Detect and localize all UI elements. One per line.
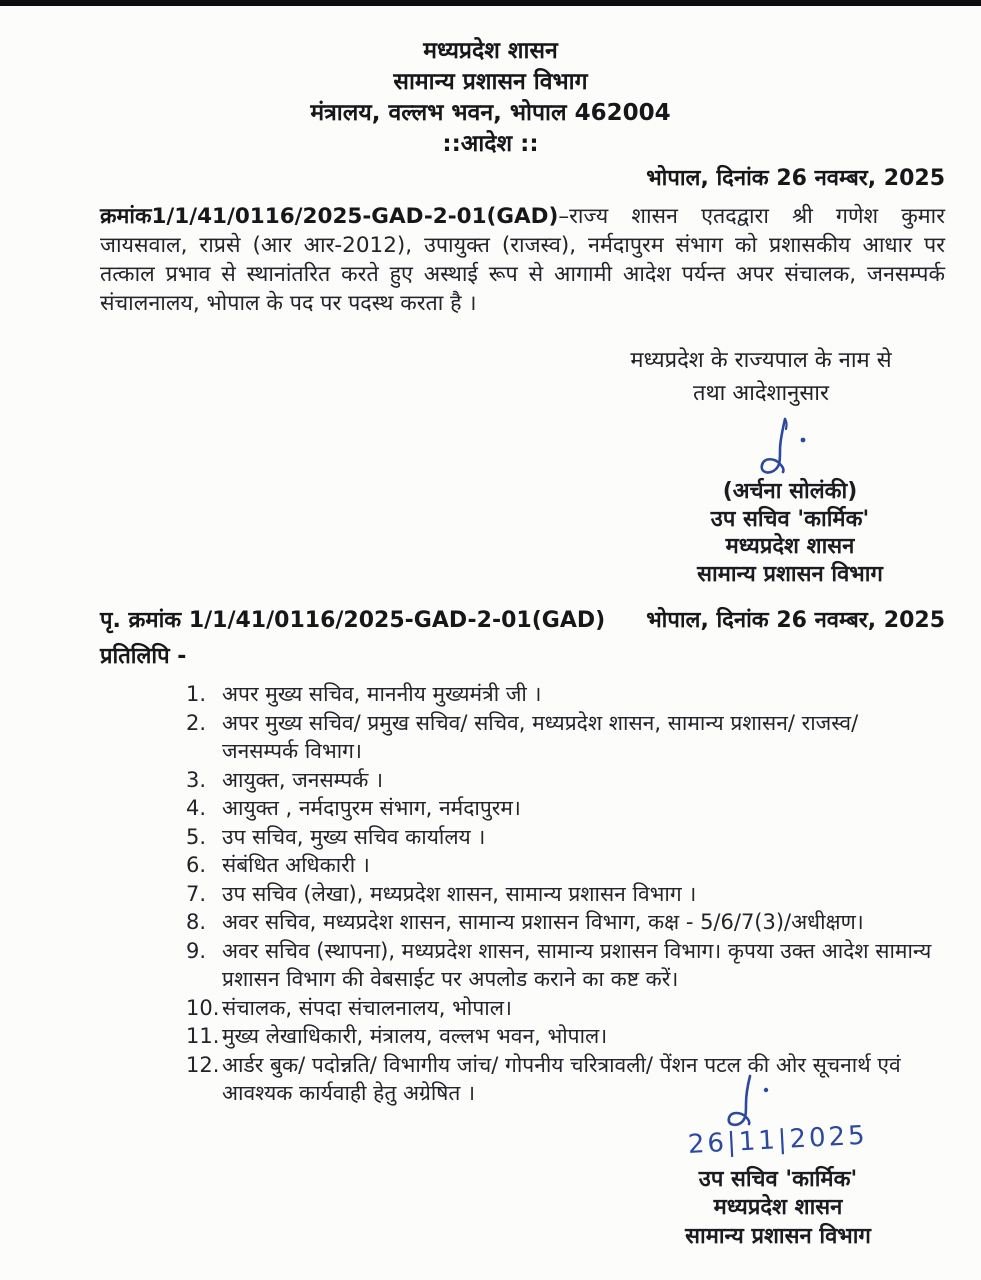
signature-ink-mark — [716, 1074, 780, 1130]
copy-item-number — [186, 823, 222, 852]
copy-item-4: आयुक्त , नर्मदापुरम संभाग, नर्मदापुरम। — [186, 794, 939, 823]
authority-line-2: तथा आदेशानुसार — [693, 381, 829, 406]
letterhead — [0, 36, 981, 160]
signatory-designation: उप सचिव 'कार्मिक' — [710, 506, 870, 532]
copy-item-10: संचालक, संपदा संचालनालय, भोपाल। — [186, 994, 939, 1023]
signatory-department: सामान्य प्रशासन विभाग — [697, 561, 883, 587]
signatory-government: मध्यप्रदेश शासन — [713, 1195, 843, 1220]
place-date-line: भोपाल, दिनांक 26 नवम्बर, 2025 — [646, 166, 945, 191]
ink-dot — [801, 438, 806, 443]
letterhead-department: सामान्य प्रशासन विभाग — [393, 69, 588, 95]
signature-ink-mark — [749, 416, 813, 478]
copy-item-9: अवर सचिव (स्थापना), मध्यप्रदेश शासन, सामान्य प्रशासन विभाग। कृपया उक्त आदेश सामान्य प्रशासन विभाग की वेबसाईट पर अपलोड कराने का कष्ट करें। — [186, 937, 939, 994]
letterhead-address: मंत्रालय, वल्लभ भवन, भोपाल 462004 — [310, 100, 671, 126]
order-body-text: –राज्य शासन एतदद्वारा श्री गणेश कुमार जायसवाल, राप्रसे (आर आर-2012), उपायुक्त (राजस्व), नर्मदापुरम संभाग को प्रशासकीय आधार पर तत्काल प्रभाव से स्थानांतरित करते हुए अस्थाई रूप से आगामी आदेश पर्यन्त अपर संचालक, जनसम्पर्क संचालनालय, भोपाल के पद पर पदस्थ करता है । — [100, 204, 945, 316]
endorsement-row — [100, 604, 945, 634]
copy-item-number — [186, 766, 222, 795]
order-body-paragraph — [100, 202, 945, 318]
copy-item-number — [186, 908, 222, 937]
signatory-name: (अर्चना सोलंकी) — [722, 479, 858, 504]
order-reference-number: क्रमांक1/1/41/0116/2025-GAD-2-01(GAD) — [100, 204, 559, 229]
signature-area-top — [0, 416, 981, 478]
copy-item-number — [186, 994, 222, 1023]
copy-item-number — [186, 709, 222, 766]
endorsement-reference: पृ. क्रमांक 1/1/41/0116/2025-GAD-2-01(GAD) — [100, 608, 606, 633]
copy-item-number — [186, 851, 222, 880]
copy-item-number — [186, 1022, 222, 1051]
copy-item-8: अवर सचिव, मध्यप्रदेश शासन, सामान्य प्रशासन विभाग, कक्ष - 5/6/7(3)/अधीक्षण। — [186, 908, 939, 937]
scan-edge-artifact — [0, 0, 981, 6]
signatory-designation: उप सचिव 'कार्मिक' — [698, 1166, 858, 1192]
copy-item-number — [186, 794, 222, 823]
copy-item-7: उप सचिव (लेखा), मध्यप्रदेश शासन, सामान्य प्रशासन विभाग । — [186, 880, 939, 909]
authority-statement — [571, 344, 951, 410]
copy-item-number — [186, 880, 222, 909]
endorsement-dateline: भोपाल, दिनांक 26 नवम्बर, 2025 — [646, 608, 945, 633]
handwritten-date: 26|11|2025 — [687, 1120, 869, 1160]
copy-item-12: आर्डर बुक/ पदोन्नति/ विभागीय जांच/ गोपनीय चरित्रावली/ पेंशन पटल की ओर सूचनार्थ एवं आवश्यक कार्यवाही हेतु अग्रेषित । — [186, 1051, 939, 1108]
signatory-block-bottom — [623, 1166, 933, 1252]
copy-item-number — [186, 680, 222, 709]
signatory-department: सामान्य प्रशासन विभाग — [685, 1223, 871, 1249]
signatory-block-top — [635, 478, 945, 588]
copy-item-number — [186, 1051, 222, 1108]
order-title: ::आदेश :: — [442, 131, 539, 157]
authority-line-1: मध्यप्रदेश के राज्यपाल के नाम से — [630, 348, 892, 373]
copy-recipient-list — [186, 680, 939, 1108]
copy-item-6: संबंधित अधिकारी । — [186, 851, 939, 880]
copy-item-3: आयुक्त, जनसम्पर्क । — [186, 766, 939, 795]
copy-item-5: उप सचिव, मुख्य सचिव कार्यालय । — [186, 823, 939, 852]
letterhead-government: मध्यप्रदेश शासन — [423, 38, 558, 64]
copy-to-label: प्रतिलिपि - — [100, 644, 187, 669]
ink-dot — [764, 1087, 768, 1091]
copy-item-1: अपर मुख्य सचिव, माननीय मुख्यमंत्री जी । — [186, 680, 939, 709]
copy-item-2: अपर मुख्य सचिव/ प्रमुख सचिव/ सचिव, मध्यप्रदेश शासन, सामान्य प्रशासन/ राजस्व/ जनसम्पर्क विभाग। — [186, 709, 939, 766]
copy-item-number — [186, 937, 222, 994]
copy-item-11: मुख्य लेखाधिकारी, मंत्रालय, वल्लभ भवन, भोपाल। — [186, 1022, 939, 1051]
signatory-government: मध्यप्रदेश शासन — [725, 534, 855, 559]
